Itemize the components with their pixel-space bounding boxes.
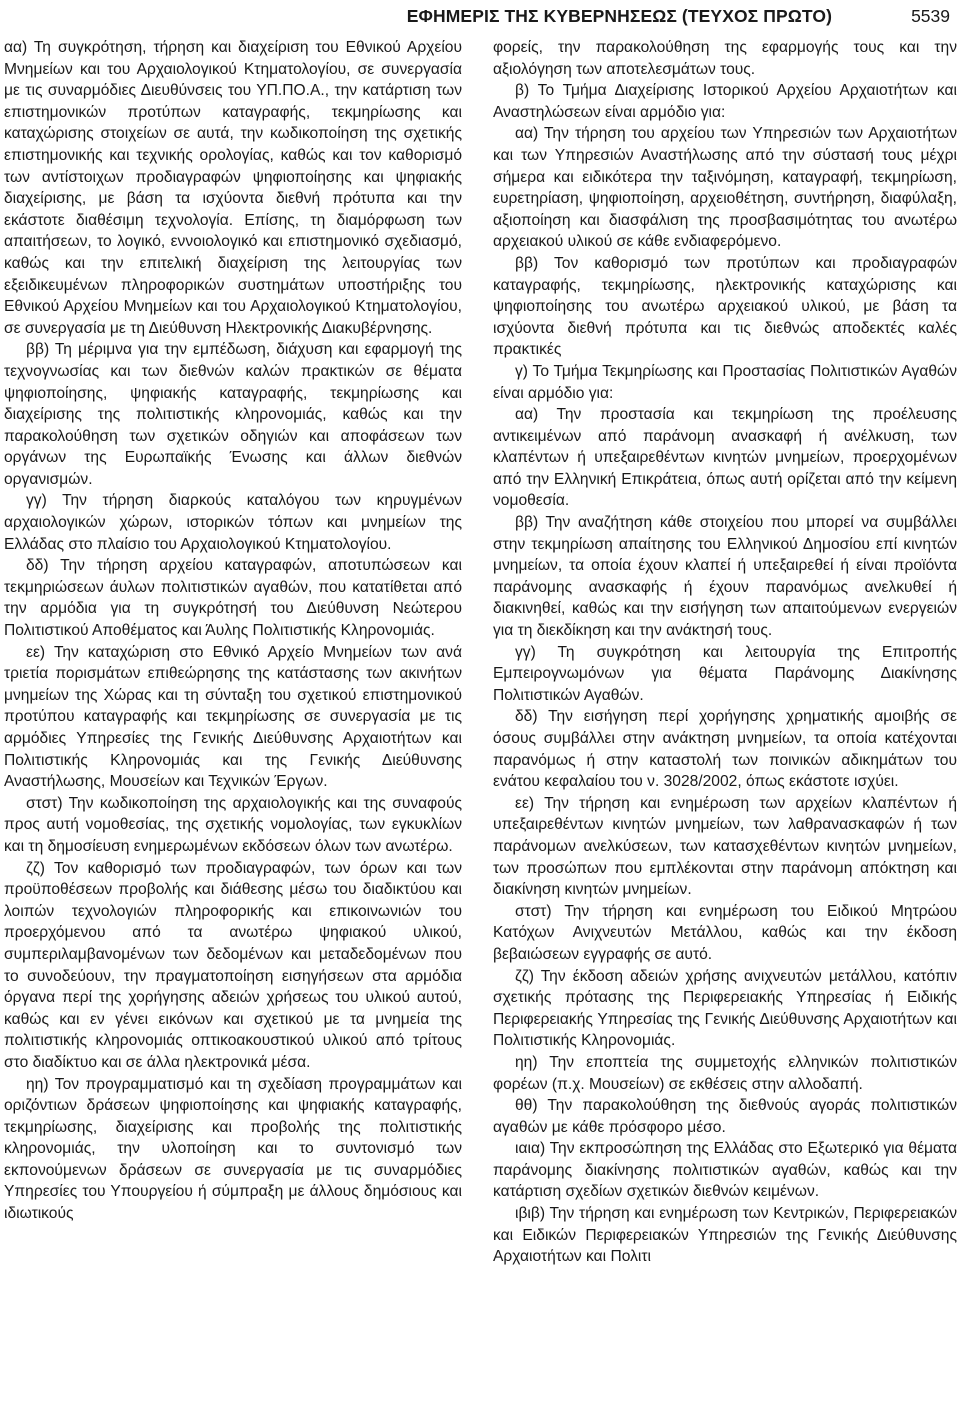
paragraph-zz: ζζ) Τον καθορισμό των προδιαγραφών, των όρων και των προϋποθέσεων προβολής και διάθεσης μέσω του διαδικτύου και λοιπών τεχνολογιών πληροφορικής και επικοινωνιών του προερχόμενου από τα ανωτέρω ψηφιακού υλικού, συμπεριλαμβανομένων των δεδομένων και μεταδεδομένων που το συνοδεύουν, την πραγματοποίηση εισηγήσεων στα αρμόδια όργανα περί της χορήγησης αδειών χρήσεως του υλικού αυτού, καθώς και εν γένει εικόνων και σχετικού με τα μνημεία της πολιτιστικής κληρονομιάς οπτικοακουστικού υλικού από τρίτους στο διαδίκτυο και σε άλλα ηλεκτρονικά μέσα. xyxy=(4,859,462,1071)
left-column xyxy=(4,37,462,1225)
paragraph-b-section: β) Το Τμήμα Διαχείρισης Ιστορικού Αρχείου Αρχαιοτήτων και Αναστηλώσεων είναι αρμόδιο για: xyxy=(493,82,957,121)
paragraph-c-stst: στστ) Την τήρηση και ενημέρωση του Ειδικού Μητρώου Κατόχων Ανιχνευτών Μετάλλου, καθώς και την έκδοση βεβαιώσεων εγγραφής σε αυτό. xyxy=(493,902,957,963)
paragraph-ee: εε) Την καταχώριση στο Εθνικό Αρχείο Μνημείων των ανά τριετία πορισμάτων επιθεώρησης της κατάστασης των ακινήτων μνημείων της Χώρας και τη σύνταξη του σχετικού επιστημονικού προτύπου καταγραφής και τεκμηρίωσης σε συνεργασία με τις αρμόδιες Υπηρεσίες της Γενικής Διεύθυνσης Αρχαιοτήτων και Πολιτιστικής Κληρονομιάς και της Γενικής Διεύθυνσης Αναστήλωσης, Μουσείων και Τεχνικών Έργων. xyxy=(4,643,462,791)
paragraph-c-hh: ηη) Την εποπτεία της συμμετοχής ελληνικών πολιτιστικών φορέων (π.χ. Μουσείων) σε εκθέσεις στην αλλοδαπή. xyxy=(493,1053,957,1093)
paragraph-continuation: φορείς, την παρακολούθηση της εφαρμογής τους και την αξιολόγηση των αποτελεσμάτων τους. xyxy=(493,39,957,78)
paragraph-dd: δδ) Την τήρηση αρχείου καταγραφών, αποτυπώσεων και τεκμηριώσεων άυλων πολιτιστικών αγαθών, που κατατίθεται από την αρμόδια για τη συγκρότησή του Διεύθυνση Νεώτερου Πολιτιστικού Αποθέματος και Άυλης Πολιτιστικής Κληρονομιάς. xyxy=(4,557,462,640)
paragraph-stst: στστ) Την κωδικοποίηση της αρχαιολογικής και της συναφούς προς αυτή νομοθεσίας, της σχετικής νομολογίας, των εγκυκλίων και τη δημοσίευση ενημερωμένων εκδόσεων όλων των ανωτέρω. xyxy=(4,794,462,855)
paragraph-c-ibib: ιβιβ) Την τήρηση και ενημέρωση των Κεντρικών, Περιφερειακών και Ειδικών Περιφερειακών Υπηρεσιών της Γενικής Διεύθυνσης Αρχαιοτήτων και Πολιτι xyxy=(493,1205,957,1266)
paragraph-gg: γγ) Την τήρηση διαρκούς καταλόγου των κηρυγμένων αρχαιολογικών χώρων, ιστορικών τόπων και μνημείων της Ελλάδας στο πλαίσιο του Αρχαιολογικού Κτηματολογίου. xyxy=(4,492,462,553)
paragraph-aa: αα) Τη συγκρότηση, τήρηση και διαχείριση του Εθνικού Αρχείου Μνημείων και του Αρχαιολογικού Κτηματολογίου, σε συνεργασία με τις συναρμόδιες Διευθύνσεις του ΥΠ.ΠΟ.Α., την κατάρτιση των επιστημονικών προτύπων καταγραφής, τεκμηρίωσης και καταχώρισης στοιχείων σε αυτά, την κωδικοποίηση της σχετικής επιστημονικής και τεχνικής ορολογίας, καθώς και τον καθορισμό των αντίστοιχων προδιαγραφών ψηφιοποίησης και ψηφιακής διαχείρισης, με βάση τα ισχύοντα διεθνή πρότυπα και την εκάστοτε διαθέσιμη τεχνολογία. Επίσης, τη διαμόρφωση των απαιτήσεων, το λογικό, εννοιολογικό και επιστημονικό σχεδιασμό, καθώς και την επιτελική διαχείριση της λειτουργίας των εξειδικευμένων πληροφορικών συστημάτων υποστήριξης του Εθνικού Αρχείου Μνημείων και του Αρχαιολογικού Κτηματολογίου, σε συνεργασία με τη Διεύθυνση Ηλεκτρονικής Διακυβέρνησης. xyxy=(4,39,462,337)
page-header xyxy=(0,4,954,28)
paragraph-c-aa: αα) Την προστασία και τεκμηρίωση της προέλευσης αντικειμένων από παράνομη ανασκαφή ή ανέλκυση, των κλαπέντων ή υπεξαιρεθέντων κινητών μνημείων, προερχομένων από την Ελληνική Επικράτεια, όπως αυτή ορίζεται από την κείμενη νομοθεσία. xyxy=(493,406,957,510)
paragraph-c-ee: εε) Την τήρηση και ενημέρωση των αρχείων κλαπέντων ή υπεξαιρεθέντων κινητών μνημείων, των λαθρανασκαφών ή των παράνομων ανελκύσεων, των κατασχεθέντων κινητών μνημείων, των προσώπων που εμπλέκονται στην παράνομη απόκτηση και διακίνηση κινητών μνημείων. xyxy=(493,794,957,899)
paragraph-c-zz: ζζ) Την έκδοση αδειών χρήσης ανιχνευτών μετάλλου, κατόπιν σχετικής πρότασης της Περιφερειακής Υπηρεσίας ή Ειδικής Περιφερειακής Υπηρεσίας της Γενικής Διεύθυνσης Αρχαιοτήτων και Πολιτιστικής Κληρονομιάς. xyxy=(493,967,957,1050)
paragraph-c-iaia: ιαια) Την εκπροσώπηση της Ελλάδας στο Εξωτερικό για θέματα παράνομης διακίνησης πολιτιστικών αγαθών, καθώς και την κατάρτιση σχεδίων σχετικών διεθνών κειμένων. xyxy=(493,1140,957,1201)
paragraph-c-thth: θθ) Την παρακολούθηση της διεθνούς αγοράς πολιτιστικών αγαθών με κάθε πρόσφορο μέσο. xyxy=(493,1097,957,1136)
gazette-title: ΕΦΗΜΕΡΙΣ ΤΗΣ ΚΥΒΕΡΝΗΣΕΩΣ (ΤΕΥΧΟΣ ΠΡΩΤΟ) xyxy=(406,6,832,26)
paragraph-c-dd: δδ) Την εισήγηση περί χορήγησης χρηματικής αμοιβής σε όσους συμβάλλει στην ανάκτηση μνημείων, τα οποία κατέχονται παρανόμως ή στην καταστολή των ποινικών αδικημάτων του ενάτου κεφαλαίου του ν. 3028/2002, όπως εκάστοτε ισχύει. xyxy=(493,708,957,791)
paragraph-c-section: γ) Το Τμήμα Τεκμηρίωσης και Προστασίας Πολιτιστικών Αγαθών είναι αρμόδιο για: xyxy=(493,362,957,402)
paragraph-bb: ββ) Τη μέριμνα για την εμπέδωση, διάχυση και εφαρμογή της τεχνογνωσίας και των διεθνών καλών πρακτικών σε θέματα ψηφιοποίησης, ψηφιακής καταγραφής, τεκμηρίωσης και διαχείρισης της πολιτιστικής κληρονομιάς, καθώς και την παρακολούθηση των σχετικών οδηγιών και αποφάσεων των οργάνων της Ευρωπαϊκής Ένωσης και άλλων διεθνών οργανισμών. xyxy=(4,341,462,488)
paragraph-c-bb: ββ) Την αναζήτηση κάθε στοιχείου που μπορεί να συμβάλλει στην τεκμηρίωση απαίτησης του Ελληνικού Δημοσίου επί κινητών μνημείων, τα οποία έχουν κλαπεί ή υπεξαιρεθεί ή είναι προϊόντα παράνομης ανασκαφής ή έχουν παρανόμως ανελκυθεί ή διακινηθεί, καθώς και την εισήγηση των απαιτούμενων ενεργειών για τη διεκδίκηση και την ανάκτησή τους. xyxy=(493,514,957,640)
paragraph-b-bb: ββ) Τον καθορισμό των προτύπων και προδιαγραφών καταγραφής, τεκμηρίωσης, ηλεκτρονικής καταχώρισης και ψηφιοποίησης του ανωτέρω αρχειακού υλικού, με βάση τα ισχύοντα διεθνή πρότυπα και τις διεθνώς αποδεκτές καλές πρακτικές xyxy=(493,254,957,359)
page-number: 5539 xyxy=(911,6,950,26)
paragraph-ee-hh: ηη) Τον προγραμματισμό και τη σχεδίαση προγραμμάτων και οριζόντιων δράσεων ψηφιοποίησης και ψηφιακής καταγραφής, τεκμηρίωσης, διαχείρισης και προβολής της πολιτιστικής κληρονομιάς, την υλοποίηση και το συντονισμό των εκπονούμενων δράσεων σε συνεργασία με τις συναρμόδιες Υπηρεσίες του Υπουργείου ή σύμπραξη με άλλους δημόσιους και ιδιωτικούς xyxy=(4,1075,462,1223)
right-column xyxy=(493,37,957,1268)
paragraph-c-gg: γγ) Τη συγκρότηση και λειτουργία της Επιτροπής Εμπειρογνωμόνων για θέματα Παράνομης Διακίνησης Πολιτιστικών Αγαθών. xyxy=(493,643,957,704)
paragraph-b-aa: αα) Την τήρηση του αρχείου των Υπηρεσιών των Αρχαιοτήτων και των Υπηρεσιών Αναστήλωσης από την σύστασή τους μέχρι σήμερα και ειδικότερα την ταξινόμηση, καταγραφή, τεκμηρίωση, ευρετηρίαση, ψηφιοποίηση, αρχειοθέτηση, συντήρηση, διαφύλαξη, αξιοποίηση και διασφάλιση της προσβασιμότητας του ανωτέρω αρχειακού υλικού σε κάθε ενδιαφερόμενο. xyxy=(493,125,957,251)
